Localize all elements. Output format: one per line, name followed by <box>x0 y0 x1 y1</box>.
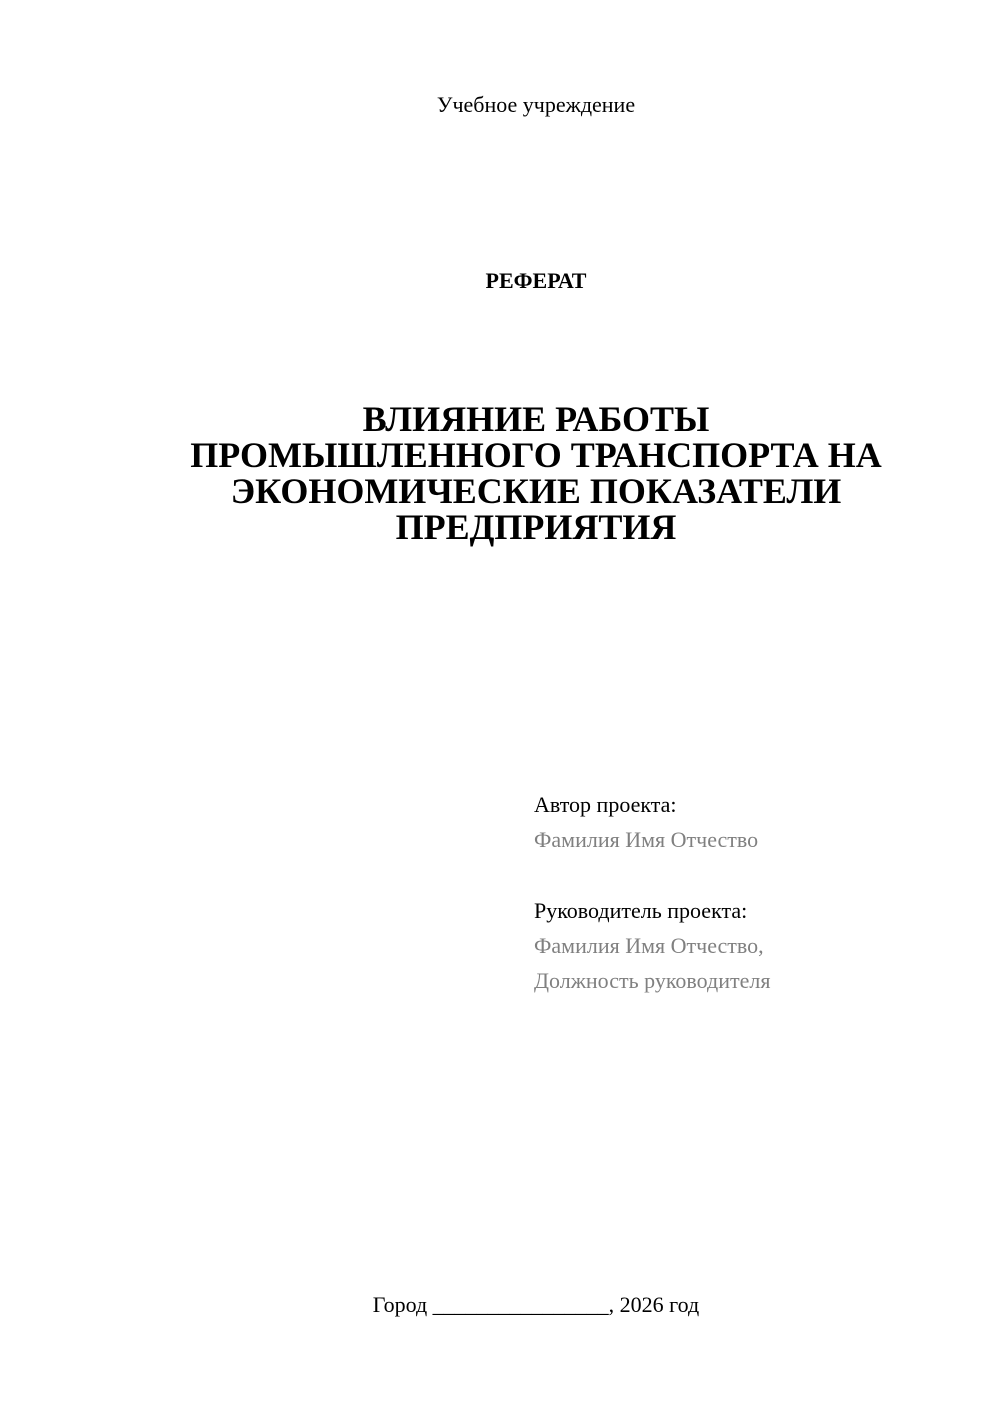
supervisor-position: Должность руководителя <box>534 968 771 993</box>
supervisor-name: Фамилия Имя Отчество, <box>534 933 764 958</box>
document-type-label: РЕФЕРАТ <box>485 268 587 293</box>
credits-block <box>534 787 974 998</box>
author-label: Автор проекта: <box>534 792 677 817</box>
document-title <box>100 401 972 545</box>
author-block <box>534 787 974 857</box>
supervisor-label: Руководитель проекта: <box>534 898 748 923</box>
title-line-3: ЭКОНОМИЧЕСКИЕ ПОКАЗАТЕЛИ <box>230 471 842 511</box>
title-line-1: ВЛИЯНИЕ РАБОТЫ <box>362 399 710 439</box>
title-line-2: ПРОМЫШЛЕННОГО ТРАНСПОРТА НА <box>190 435 882 475</box>
author-name: Фамилия Имя Отчество <box>534 827 759 852</box>
institution-name: Учебное учреждение <box>436 92 636 117</box>
city-year-line: Город ________________, 2026 год <box>372 1292 700 1317</box>
title-line-4: ПРЕДПРИЯТИЯ <box>395 507 677 547</box>
supervisor-block <box>534 893 974 998</box>
